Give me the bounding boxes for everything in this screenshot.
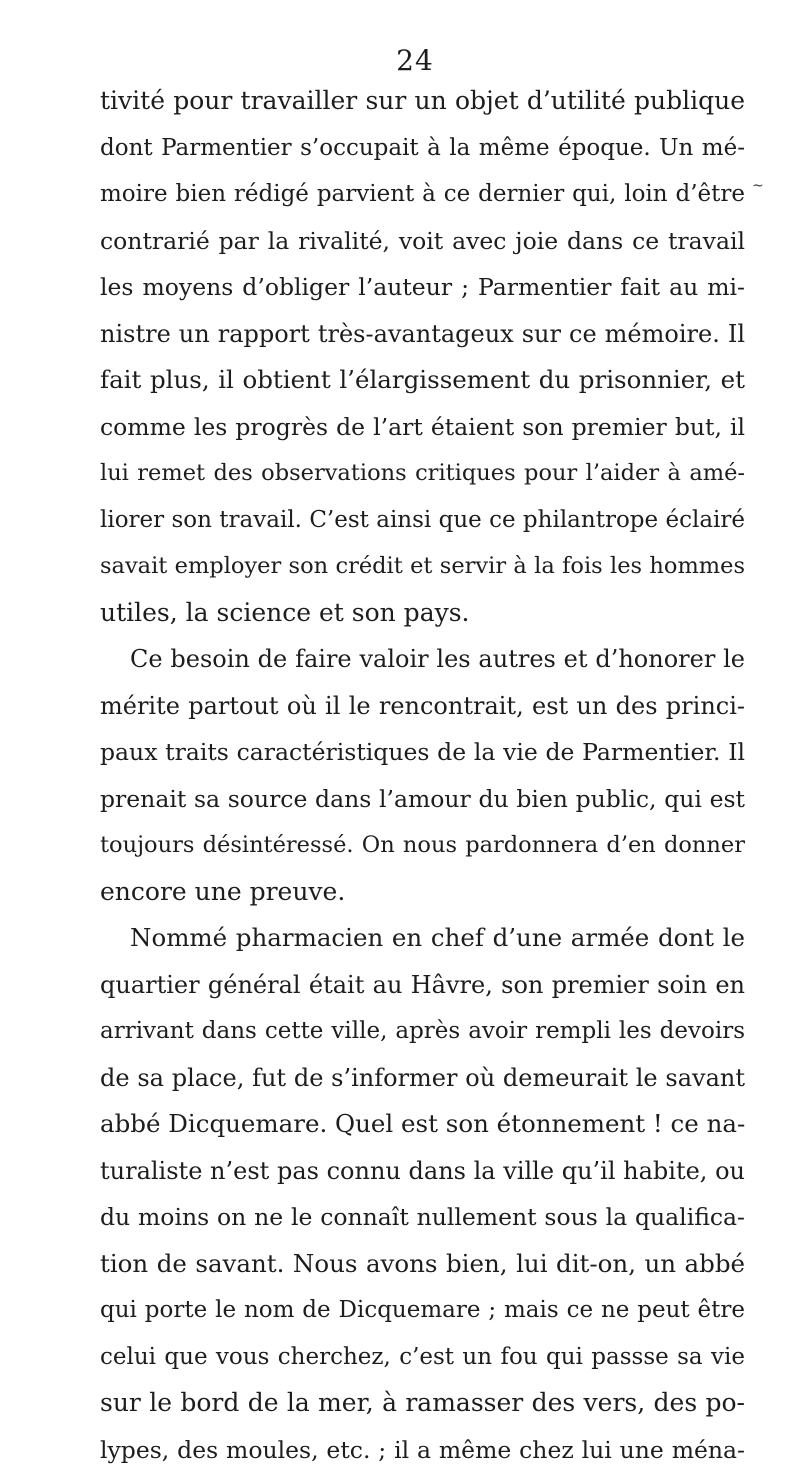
- page-number: 24: [0, 44, 800, 77]
- text-line: lui remet des observations critiques pour l’aider à amé-: [100, 450, 745, 497]
- text-line: savait employer son crédit et servir à la fois les hommes: [100, 543, 745, 590]
- text-line: lypes, des moules, etc. ; il a même chez lui une ména-: [100, 1427, 745, 1473]
- text-line: arrivant dans cette ville, après avoir rempli les devoirs: [100, 1008, 745, 1055]
- text-line: liorer son travail. C’est ainsi que ce philantrope éclairé: [100, 497, 745, 544]
- text-line: toujours désintéressé. On nous pardonnera d’en donner: [100, 822, 745, 869]
- text-line: turaliste n’est pas connu dans la ville qu’il habite, ou: [100, 1148, 745, 1195]
- text-line: sur le bord de la mer, à ramasser des vers, des po-: [100, 1380, 745, 1427]
- text-line: Nommé pharmacien en chef d’une armée dont le: [100, 915, 745, 962]
- text-line: contrarié par la rivalité, voit avec joie dans ce travail: [100, 218, 745, 265]
- text-line: dont Parmentier s’occupait à la même époque. Un mé-: [100, 125, 745, 172]
- text-line: tivité pour travailler sur un objet d’utilité publique: [100, 78, 745, 125]
- text-line: qui porte le nom de Dicquemare ; mais ce ne peut être: [100, 1287, 745, 1334]
- text-line: prenait sa source dans l’amour du bien public, qui est: [100, 776, 745, 823]
- text-line: tion de savant. Nous avons bien, lui dit-on, un abbé: [100, 1241, 745, 1288]
- body-text: [100, 78, 745, 1473]
- text-line: fait plus, il obtient l’élargissement du prisonnier, et: [100, 357, 745, 404]
- text-line: quartier général était au Hâvre, son premier soin en: [100, 962, 745, 1009]
- text-line: mérite partout où il le rencontrait, est un des princi-: [100, 683, 745, 730]
- text-line: de sa place, fut de s’informer où demeurait le savant: [100, 1055, 745, 1102]
- text-line: paux traits caractéristiques de la vie de Parmentier. Il: [100, 729, 745, 776]
- text-line: Ce besoin de faire valoir les autres et d’honorer le: [100, 636, 745, 683]
- text-line: les moyens d’obliger l’auteur ; Parmentier fait au mi-: [100, 264, 745, 311]
- text-line: comme les progrès de l’art étaient son premier but, il: [100, 404, 745, 451]
- text-line: nistre un rapport très-avantageux sur ce mémoire. Il: [100, 311, 745, 358]
- text-line: abbé Dicquemare. Quel est son étonnement ! ce na-: [100, 1101, 745, 1148]
- text-line: celui que vous cherchez, c’est un fou qui passse sa vie: [100, 1334, 745, 1381]
- text-line: encore une preuve.: [100, 869, 745, 916]
- text-line: utiles, la science et son pays.: [100, 590, 745, 637]
- text-line: moire bien rédigé parvient à ce dernier qui, loin d’être: [100, 171, 745, 218]
- text-line: du moins on ne le connaît nullement sous la qualifica-: [100, 1194, 745, 1241]
- margin-mark: ~: [752, 178, 764, 194]
